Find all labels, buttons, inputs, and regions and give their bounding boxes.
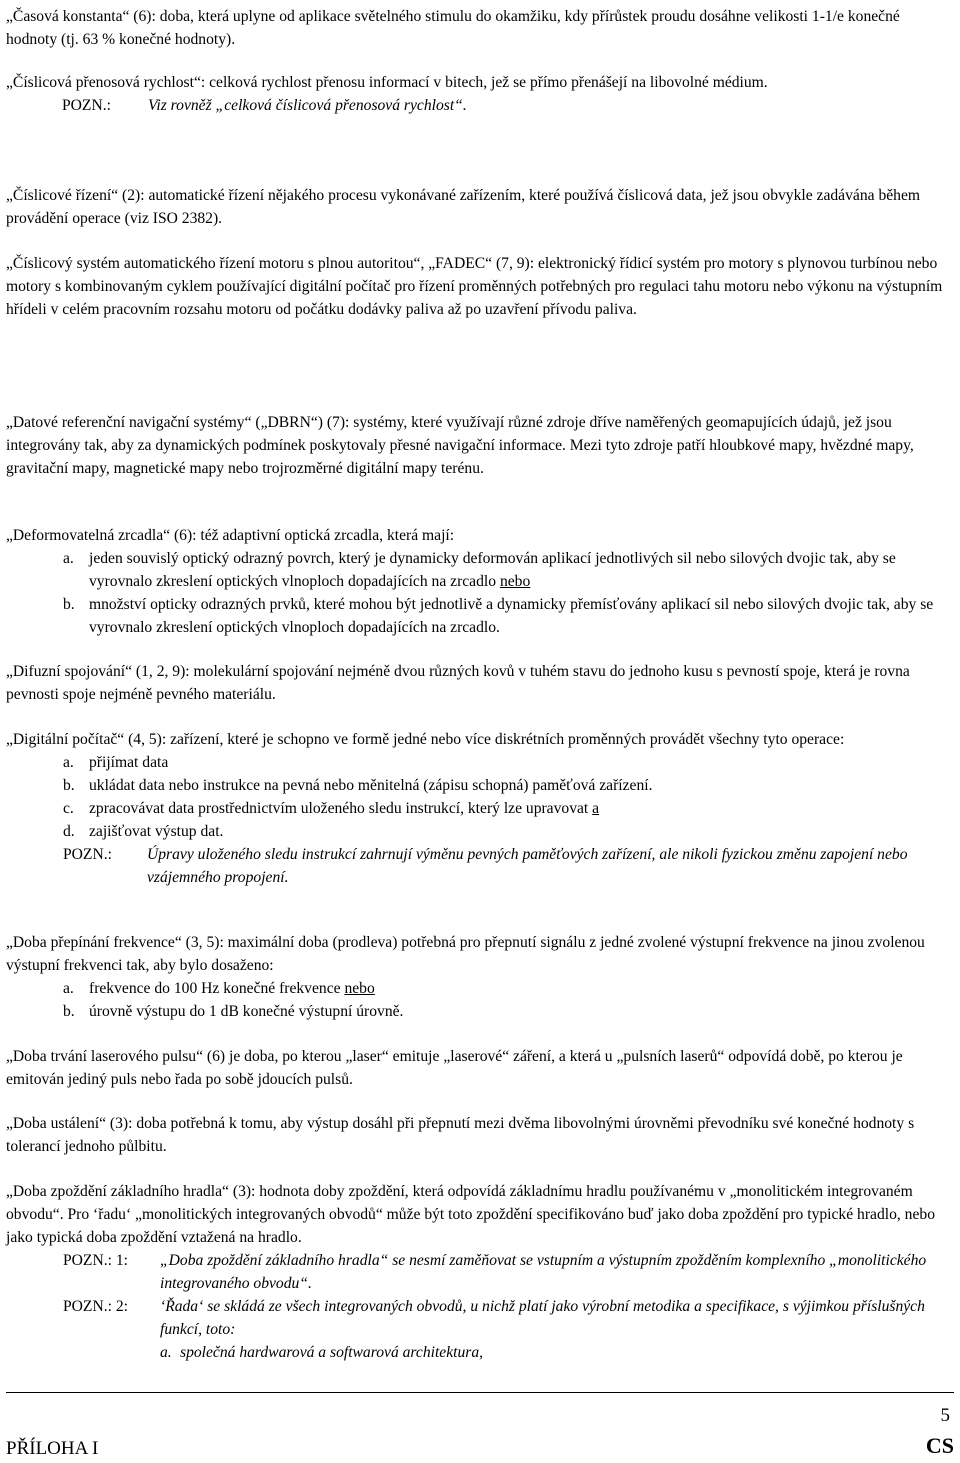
- note-text: Viz rovněž „celková číslicová přenosová rychlost“.: [148, 97, 467, 114]
- language-code: CS: [925, 1433, 954, 1458]
- definition-text: „Doba přepínání frekvence“ (3, 5): maximální doba (prodleva) potřebná pro přepnutí signálu z jedné zvolené výstupní frekvence na jinou zvolenou výstupní frekvenci tak, aby bylo dosaženo:: [6, 934, 925, 974]
- definition-text: „Doba zpoždění základního hradla“ (3): hodnota doby zpoždění, která odpovídá základnímu hradlu používanému v „monolitickém integrovaném obvodu“. Pro ‘řadu‘ „monolitických integrovaných obvodů“ může být toto zpoždění specifikováno buď jako doba zpoždění pro typické hradlo, nebo jako typická doba zpoždění vztažená na hradlo.: [6, 1183, 935, 1246]
- list-item-text: společná hardwarová a softwarová architektura,: [180, 1344, 484, 1361]
- page-number: 5: [940, 1405, 950, 1426]
- list-item-text: frekvence do 100 Hz konečné frekvence: [89, 980, 341, 997]
- definition-text: „Digitální počítač“ (4, 5): zařízení, které je schopno ve formě jedné nebo více diskrétních proměnných provádět všechny tyto operace:: [6, 731, 845, 748]
- definition-cislicova-prenosova-rychlost: [6, 71, 952, 117]
- note-text: ‘Řada‘ se skládá ze všech integrovaných obvodů, u nichž platí jako výrobní metodika a specifikace, s výjimkou příslušných funkcí, toto:: [160, 1298, 925, 1338]
- list-item: [6, 977, 952, 1000]
- definition-text: „Datové referenční navigační systémy“ („DBRN“) (7): systémy, které využívají různé zdroje dříve naměřených geomapujících údajů, jež jsou integrovány tak, aby za dynamických podmínek poskytovaly přesné navigační informace. Mezi tyto zdroje patří hloubkové mapy, hvězdné mapy, gravitační mapy, magnetické mapy nebo trojrozměrné digitální mapy terénu.: [6, 414, 914, 477]
- list-marker: b.: [63, 777, 75, 794]
- note-text: „Doba zpoždění základního hradla“ se nesmí zaměňovat se vstupním a výstupním zpožděním komplexního „monolitického integrovaného obvodu“.: [160, 1252, 927, 1292]
- list-item-text: množství opticky odrazných prvků, které mohou být jednotlivě a dynamicky přemísťovány aplikací sil nebo silových dvojic tak, aby se vyrovnalo zkreslení optických vlnoploch dopadajících na zrcadlo.: [89, 596, 934, 636]
- note-label: POZN.: 1:: [63, 1252, 128, 1269]
- list-item-text: ukládat data nebo instrukce na pevná nebo měnitelná (zápisu schopná) paměťová zařízení.: [89, 777, 653, 794]
- definition-text: „Difuzní spojování“ (1, 2, 9): molekulární spojování nejméně dvou různých kovů v tuhém stavu do jednoho kusu s pevností spoje, která je rovna pevnosti spoje nejméně pevného materiálu.: [6, 663, 910, 703]
- definition-difuzni-spojovani: [6, 660, 952, 706]
- list-item: [6, 1000, 952, 1023]
- note-subitem: [6, 1341, 952, 1364]
- list-item-tail: nebo: [344, 980, 375, 997]
- list-marker: b.: [63, 1003, 75, 1020]
- note-text: Úpravy uloženého sledu instrukcí zahrnují výměnu pevných paměťových zařízení, ale nikoli fyzickou změnu zapojení nebo vzájemného propojení.: [147, 846, 908, 886]
- list-marker: a.: [63, 550, 74, 567]
- note: [6, 94, 952, 117]
- list-item: [6, 593, 952, 639]
- list-marker: b.: [63, 596, 75, 613]
- list-marker: c.: [63, 800, 74, 817]
- list-item-text: zajišťovat výstup dat.: [89, 823, 224, 840]
- list-item: [6, 797, 952, 820]
- definition-deformovatelna-zrcadla: [6, 524, 952, 639]
- note-label: POZN.: 2:: [63, 1298, 128, 1315]
- definition-doba-prepinani-frekvence: [6, 931, 952, 1023]
- definition-dbrn: [6, 411, 952, 480]
- note-label: POZN.:: [62, 97, 111, 114]
- note: [6, 1249, 952, 1295]
- list-item-text: úrovně výstupu do 1 dB konečné výstupní úrovně.: [89, 1003, 404, 1020]
- footer-annex: PŘÍLOHA I: [6, 1438, 99, 1459]
- definition-doba-ustaleni: [6, 1112, 952, 1158]
- list-item-text: přijímat data: [89, 754, 169, 771]
- list-item: [6, 547, 952, 593]
- definition-text: „Deformovatelná zrcadla“ (6): též adaptivní optická zrcadla, která mají:: [6, 527, 455, 544]
- note: [6, 843, 952, 889]
- definition-digitalni-pocitac: [6, 728, 952, 889]
- list-marker: a.: [63, 980, 74, 997]
- list-item: [6, 774, 952, 797]
- list-item-text: zpracovávat data prostřednictvím uloženého sledu instrukcí, který lze upravovat: [89, 800, 589, 817]
- list-marker: d.: [63, 823, 75, 840]
- list-item: [6, 820, 952, 843]
- definition-cislicove-rizeni: [6, 184, 952, 230]
- definition-text: „Časová konstanta“ (6): doba, která uplyne od aplikace světelného stimulu do okamžiku, kdy přírůstek proudu dosáhne velikosti 1-1/e konečné hodnoty (tj. 63 % konečné hodnoty).: [6, 8, 900, 48]
- note-label: POZN.:: [63, 846, 112, 863]
- list-item-tail: a: [592, 800, 600, 817]
- list-item: [6, 751, 952, 774]
- definition-text: „Číslicová přenosová rychlost“: celková rychlost přenosu informací v bitech, jež se přímo přenášejí na libovolné médium.: [6, 74, 768, 91]
- definition-text: „Doba trvání laserového pulsu“ (6) je doba, po kterou „laser“ emituje „laserové“ záření, a která u „pulsních laserů“ odpovídá době, po kterou je emitován jediný puls nebo řada po sobě jdoucích pulsů.: [6, 1048, 903, 1088]
- footer-divider: [6, 1392, 954, 1393]
- definition-text: „Číslicový systém automatického řízení motoru s plnou autoritou“, „FADEC“ (7, 9): elektronický řídicí systém pro motory s plynovou turbínou nebo motory s kombinovaným cyklem používající digitální počítač pro řízení proměnných potřebných pro regulaci tahu motoru nebo výkonu na výstupním hřídeli v celém pracovním rozsahu motoru od počátku dodávky paliva až po uzavření přívodu paliva.: [6, 255, 943, 318]
- list-marker: a.: [63, 754, 74, 771]
- definition-text: „Číslicové řízení“ (2): automatické řízení nějakého procesu vykonávané zařízením, které používá číslicová data, jež jsou obvykle zadávána během provádění operace (viz ISO 2382).: [6, 187, 921, 227]
- definition-text: „Doba ustálení“ (3): doba potřebná k tomu, aby výstup dosáhl při přepnutí mezi dvěma libovolnými úrovněmi převodníku své konečné hodnoty s tolerancí jednoho půlbitu.: [6, 1115, 915, 1155]
- list-marker: a.: [160, 1344, 172, 1361]
- list-item-text: jeden souvislý optický odrazný povrch, který je dynamicky deformován aplikací jednotlivých sil nebo silových dvojic tak, aby se vyrovnalo zkreslení optických vlnoploch dopadajících na zrcadlo: [89, 550, 896, 590]
- definition-doba-trvani-laseroveho-pulsu: [6, 1045, 952, 1091]
- definition-fadec: [6, 252, 952, 321]
- definition-doba-zpozdeni-zakladniho-hradla: [6, 1180, 952, 1364]
- note: [6, 1295, 952, 1341]
- definition-casova-konstanta: [6, 5, 952, 51]
- list-item-tail: nebo: [499, 573, 531, 590]
